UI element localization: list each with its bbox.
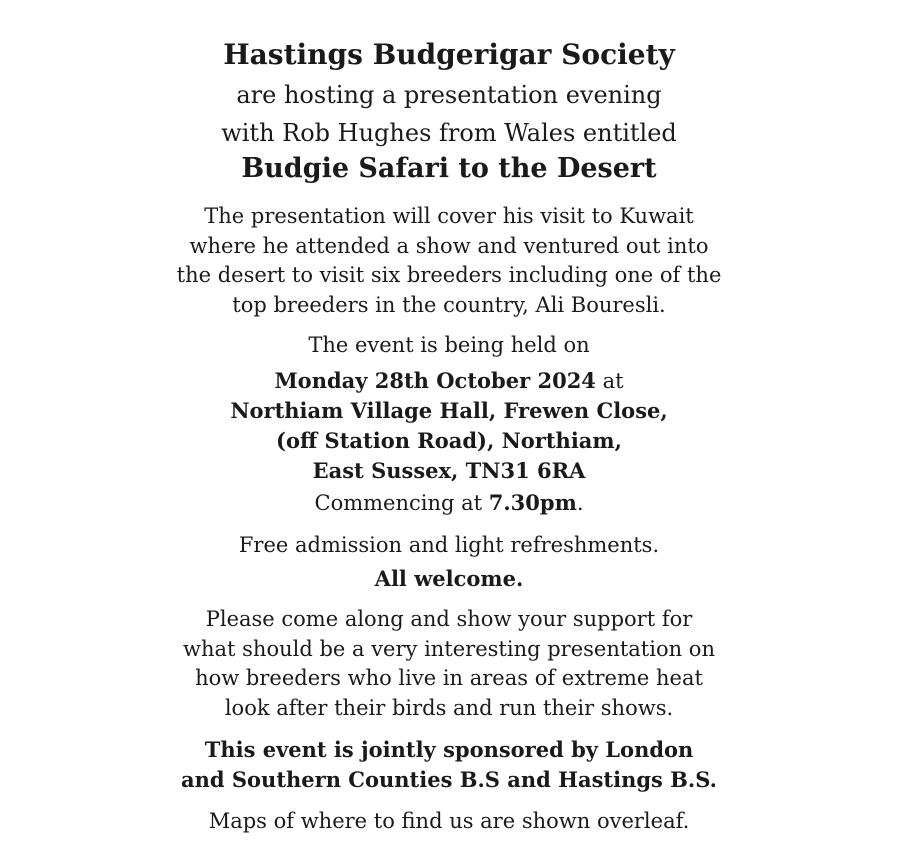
event-date: Monday 28th October 2024 <box>274 368 596 393</box>
society-title-text: Hastings Budgerigar Society <box>223 38 675 71</box>
venue-line: (off Station Road), Northiam, <box>276 428 622 453</box>
maps-note-text: Maps of where to find us are shown overleaf. <box>208 809 690 833</box>
venue-line: Northiam Village Hall, Frewen Close, <box>230 398 668 423</box>
admission-note <box>0 530 898 560</box>
intro-text <box>0 76 898 152</box>
welcome-note <box>0 564 898 594</box>
intro-line: are hosting a presentation evening <box>236 81 662 109</box>
welcome-text: All welcome. <box>374 566 524 591</box>
presentation-title-text: Budgie Safari to the Desert <box>241 153 657 184</box>
description-line: where he attended a show and ventured out into <box>189 233 709 258</box>
sponsor-line: This event is jointly sponsored by London <box>204 737 694 762</box>
start-time-line <box>0 488 898 518</box>
start-time <box>0 488 898 518</box>
description-paragraph <box>0 202 898 320</box>
event-intro <box>0 330 898 360</box>
start-time-value: 7.30pm <box>488 490 577 515</box>
description-line: the desert to visit six breeders including one of the <box>176 263 722 287</box>
sponsor-note <box>0 735 898 795</box>
support-paragraph <box>0 605 898 723</box>
start-time-prefix: Commencing at <box>314 491 489 515</box>
start-time-suffix: . <box>576 491 584 515</box>
support-line: Please come along and show your support for <box>205 607 693 631</box>
support-line: how breeders who live in areas of extreme heat <box>195 666 703 690</box>
description-line: top breeders in the country, Ali Bouresli. <box>232 292 666 317</box>
admission-text: Free admission and light refreshments. <box>238 533 660 557</box>
sponsor-line: and Southern Counties B.S and Hastings B.S. <box>181 767 717 792</box>
event-details <box>0 366 898 486</box>
presentation-title <box>0 150 898 188</box>
event-date-line <box>0 366 898 396</box>
support-line: look after their birds and run their shows. <box>224 695 674 720</box>
description-line: The presentation will cover his visit to Kuwait <box>204 204 694 228</box>
intro-line: with Rob Hughes from Wales entitled <box>221 119 677 147</box>
event-intro-text: The event is being held on <box>308 333 590 357</box>
event-date-suffix: at <box>595 369 624 393</box>
maps-note <box>0 806 898 836</box>
venue-line: East Sussex, TN31 6RA <box>312 458 586 483</box>
support-line: what should be a very interesting presentation on <box>183 636 715 661</box>
society-title <box>0 36 898 74</box>
